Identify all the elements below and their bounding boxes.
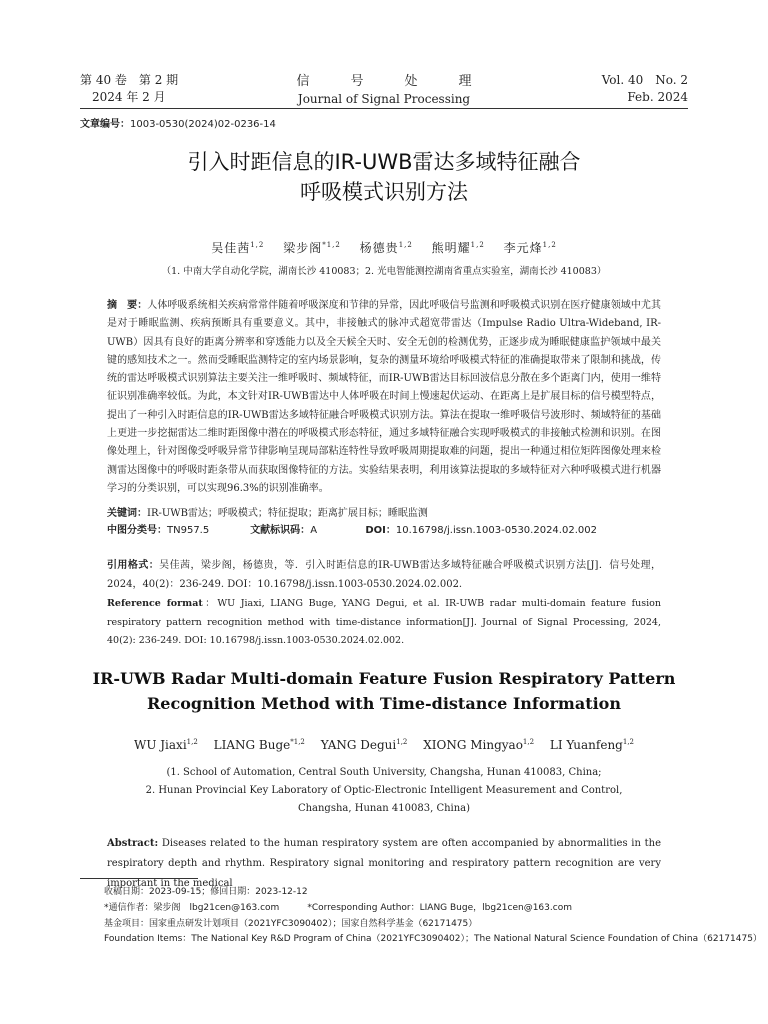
author-affil-sup: 1,2 bbox=[470, 241, 485, 249]
author-en bbox=[321, 738, 408, 752]
corresponding-author-cn: *通信作者：梁步阁 lbg21cen@163.com bbox=[104, 902, 280, 913]
paper-title-cn bbox=[0, 147, 768, 207]
affiliation-cn: （1. 中南大学自动化学院，湖南长沙 410083；2. 光电智能测控湖南省重点实验室，湖南长沙 410083） bbox=[161, 266, 607, 277]
footnote-divider bbox=[80, 878, 198, 879]
paper-title-cn-line1: 引入时距信息的IR-UWB雷达多域特征融合 bbox=[187, 150, 581, 174]
funding-en: Foundation Items：The National Key R&D Program of China（2021YFC3090402）；The National Natural Science Foundation of China（62171475） bbox=[104, 934, 762, 945]
doi bbox=[365, 522, 597, 539]
keywords-cn bbox=[107, 505, 661, 522]
affiliation-en bbox=[0, 764, 768, 818]
author-name: WU Jiaxi bbox=[133, 738, 187, 752]
abstract-cn-text: 人体呼吸系统相关疾病常常伴随着呼吸深度和节律的异常，因此呼吸信号监测和呼吸模式识别在医疗健康领域中尤其是对于睡眠监测、疾病预断具有重要意义。其中，非接触式的脉冲式超宽带雷达（Impulse Radio Ultra-Wideband, IR-UWB）因具有良好的距离分辨率和穿透能力以及全天候全天时、安全无创的检测优势，正逐步成为睡眠健康监护领域中最关键的感知技术之一。然而受睡眠监测特定的室内场景影响，复杂的测量环境给呼吸模式特征的准确提取带来了限制和挑战，传统的雷达呼吸模式识别算法主要关注一维呼吸时、频域特征，而IR-UWB雷达目标回波信息分散在多个距离门内，使用一维特征识别准确率较低。为此，本文针对IR-UWB雷达中人体呼吸在时间上慢速起伏运动、在距离上是扩展目标的信号模型特点，提出了一种引入时距信息的IR-UWB雷达多域特征融合呼吸模式识别方法。算法在提取一维呼吸信号波形时、频域特征的基础上更进一步挖掘雷达二维时距图像中潜在的呼吸模式形态特征，通过多域特征融合实现呼吸模式的非接触式检测和识别。在图像处理上，针对图像受呼吸异常节律影响呈现局部粘连特性导致呼吸周期提取难的问题，提出一种通过相位矩阵图像处理来检测雷达图像中的呼吸时距条带从而获取图像特征的方法。实验结果表明，利用该算法提取的多域特征对六种呼吸模式进行机器学习的分类识别，可以实现96.3%的识别准确率。 bbox=[107, 300, 661, 494]
author-name: 李元烽 bbox=[503, 241, 543, 255]
author-name: LI Yuanfeng bbox=[549, 738, 623, 752]
header-divider bbox=[80, 108, 688, 109]
author-name: 熊明耀 bbox=[431, 241, 471, 255]
footnotes bbox=[104, 885, 762, 948]
doi-label: DOI： bbox=[365, 525, 396, 536]
document-code bbox=[250, 522, 362, 539]
reference-format-label: Reference format bbox=[107, 598, 203, 609]
author-name: 梁步阁 bbox=[283, 241, 323, 255]
keywords-cn-label: 关键词： bbox=[107, 508, 147, 519]
paper-title-en-line1: IR-UWB Radar Multi-domain Feature Fusion Respiratory Pattern bbox=[92, 669, 676, 688]
author-name: 杨德贵 bbox=[359, 241, 399, 255]
author-affil-sup: 1,2 bbox=[522, 738, 535, 746]
citation-cn-text: 吴佳茜，梁步阁，杨德贵，等．引入时距信息的IR-UWB雷达多域特征融合呼吸模式识别方法[J]．信号处理，2024，40(2)：236-249. DOI：10.16798/j.issn.1003-0530.2024.02.002. bbox=[107, 560, 661, 590]
article-number bbox=[80, 115, 276, 130]
affiliation-en-line3: Changsha, Hunan 410083, China) bbox=[297, 803, 471, 814]
author-affil-sup: 1,2 bbox=[398, 241, 413, 249]
author-affil-sup: 1,2 bbox=[396, 738, 408, 746]
author-cn bbox=[211, 241, 264, 255]
reference-format-text: ：WU Jiaxi, LIANG Buge, YANG Degui, et al. IR-UWB radar multi-domain feature fusion respiratory pattern recognition method with time-distance information[J]. Journal of Signal Processing, 2024, 40(2): 236-249. DOI: 10.16798/j.issn.1003-0530.2024.02.002. bbox=[107, 598, 662, 646]
paper-title-en bbox=[0, 666, 768, 716]
corresponding-author-en: *Corresponding Author：LIANG Buge，lbg21cen@163.com bbox=[307, 902, 572, 913]
author-list-cn bbox=[0, 239, 768, 256]
paper-title-cn-line2: 呼吸模式识别方法 bbox=[300, 180, 468, 204]
keywords-cn-text: IR-UWB雷达；呼吸模式；特征提取；距离扩展目标；睡眠监测 bbox=[147, 508, 428, 519]
classification-row bbox=[107, 522, 661, 539]
author-affil-sup: 1,2 bbox=[250, 241, 265, 249]
author-list-en bbox=[0, 738, 768, 752]
doc-code-label: 文献标识码： bbox=[250, 525, 311, 536]
clc-value: TN957.5 bbox=[167, 525, 210, 536]
citation-cn-label: 引用格式： bbox=[107, 560, 160, 571]
author-name: XIONG Mingyao bbox=[423, 738, 523, 752]
article-number-value: 1003-0530(2024)02-0236-14 bbox=[130, 119, 276, 130]
author-affil-sup: 1,2 bbox=[186, 738, 198, 746]
author-cn bbox=[360, 241, 413, 255]
journal-issue-en bbox=[602, 72, 688, 106]
author-affil-sup: *1,2 bbox=[290, 738, 305, 746]
author-name: LIANG Buge bbox=[213, 738, 291, 752]
author-en bbox=[550, 738, 634, 752]
author-affil-sup: 1,2 bbox=[542, 241, 557, 249]
abstract-en-label: Abstract: bbox=[107, 838, 159, 849]
author-en bbox=[214, 738, 305, 752]
received-date: 收稿日期：2023-09-15；修回日期：2023-12-12 bbox=[104, 887, 308, 897]
doc-code-value: A bbox=[310, 525, 318, 536]
author-cn bbox=[283, 241, 341, 255]
clc-label: 中图分类号： bbox=[107, 525, 167, 536]
author-en bbox=[134, 738, 198, 752]
clc-number bbox=[107, 522, 247, 539]
journal-name-en: Journal of Signal Processing bbox=[297, 92, 471, 106]
volume-issue-cn: 第 40 卷 第 2 期 bbox=[80, 73, 179, 87]
doi-value: 10.16798/j.issn.1003-0530.2024.02.002 bbox=[395, 525, 597, 536]
abstract-cn bbox=[107, 297, 661, 498]
author-name: YANG Degui bbox=[320, 738, 397, 752]
corresponding-author bbox=[104, 901, 762, 917]
citation-cn bbox=[107, 557, 661, 594]
author-cn bbox=[504, 241, 557, 255]
article-number-label: 文章编号： bbox=[80, 119, 130, 130]
date-cn: 2024 年 2 月 bbox=[92, 90, 166, 104]
date-en: Feb. 2024 bbox=[627, 90, 688, 104]
reference-format-en bbox=[107, 595, 661, 651]
affiliation-en-line2: 2. Hunan Provincial Key Laboratory of Optic-Electronic Intelligent Measurement and Control, bbox=[145, 785, 623, 796]
author-name: 吴佳茜 bbox=[211, 241, 251, 255]
journal-name-cn: 信 号 处 理 bbox=[296, 74, 486, 89]
funding-cn: 基金项目：国家重点研发计划项目（2021YFC3090402）；国家自然科学基金（62171475） bbox=[104, 918, 478, 929]
affiliation-en-line1: (1. School of Automation, Central South University, Changsha, Hunan 410083, China; bbox=[166, 767, 602, 778]
volume-issue-en: Vol. 40 No. 2 bbox=[601, 73, 688, 87]
paper-title-en-line2: Recognition Method with Time-distance Information bbox=[147, 694, 621, 713]
author-affil-sup: 1,2 bbox=[622, 738, 634, 746]
author-cn bbox=[432, 241, 485, 255]
abstract-cn-label: 摘 要： bbox=[107, 300, 148, 311]
author-en bbox=[423, 738, 534, 752]
abstract-en-text: Diseases related to the human respiratory system are often accompanied by abnormalities in the respiratory depth and rhythm. Respiratory signal monitoring and respiratory pattern recognition are very important in the medical bbox=[107, 838, 661, 889]
author-affil-sup: *1,2 bbox=[322, 241, 341, 249]
